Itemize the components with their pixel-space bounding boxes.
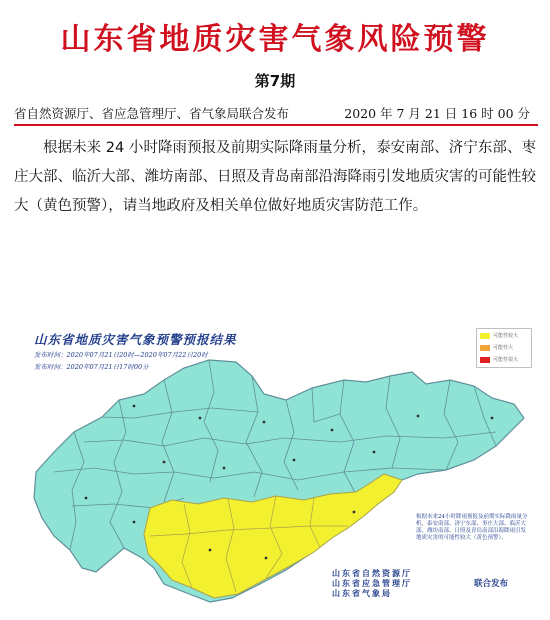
map-warning-note: 根据未来24小时降雨预报及前期实际降雨量分析，泰安南部、济宁东部、枣庄大部、临沂大部、潍坊南部、日照及青岛南部沿海降雨引发地质灾害的可能性较大（黄色预警）。: [416, 514, 528, 541]
warning-paragraph: 根据未来 24 小时降雨预报及前期实际降雨量分析，泰安南部、济宁东部、枣庄大部、临沂大部、潍坊南部、日照及青岛南部沿海降雨引发地质灾害的可能性较大（黄色预警），请当地政府及相关单位做好地质灾害防范工作。: [14, 140, 536, 214]
issuing-agencies: 省自然资源厅、省应急管理厅、省气象局联合发布: [14, 106, 290, 121]
legend-item-orange: [480, 342, 528, 353]
legend-item-red: [480, 354, 528, 365]
publisher-em: 山东省应急管理厅: [332, 578, 412, 588]
legend-swatch-orange: [480, 345, 490, 351]
legend-swatch-yellow: [480, 333, 490, 339]
issue-date: 2020 年 7 月 21 日 16 时 00 分: [344, 106, 530, 121]
red-divider: [14, 124, 538, 126]
legend-label-yellow: 可能性较大: [493, 333, 519, 339]
legend-label-red: 可能性很大: [493, 357, 519, 363]
warning-map: [14, 322, 538, 612]
map-title: 山东省地质灾害气象预警预报结果: [34, 332, 237, 347]
map-valid-time: 发布时间：2020年07月21日20时—2020年07月22日20时: [34, 351, 208, 359]
publisher-nr: 山东省自然资源厅: [332, 568, 412, 578]
warning-title: 山东省地质灾害气象风险预警: [60, 22, 490, 57]
joint-release-label: 联合发布: [474, 579, 509, 589]
publisher-met: 山东省气象局: [332, 588, 392, 598]
map-release-time: 发布时间：2020年07月21日17时00分: [34, 363, 149, 371]
map-publishers: [332, 568, 412, 598]
legend-item-yellow: [480, 330, 528, 341]
legend-label-orange: 可能性大: [493, 345, 514, 351]
legend-swatch-red: [480, 357, 490, 363]
issue-number: 第7期: [254, 72, 296, 90]
map-legend: [476, 328, 532, 368]
